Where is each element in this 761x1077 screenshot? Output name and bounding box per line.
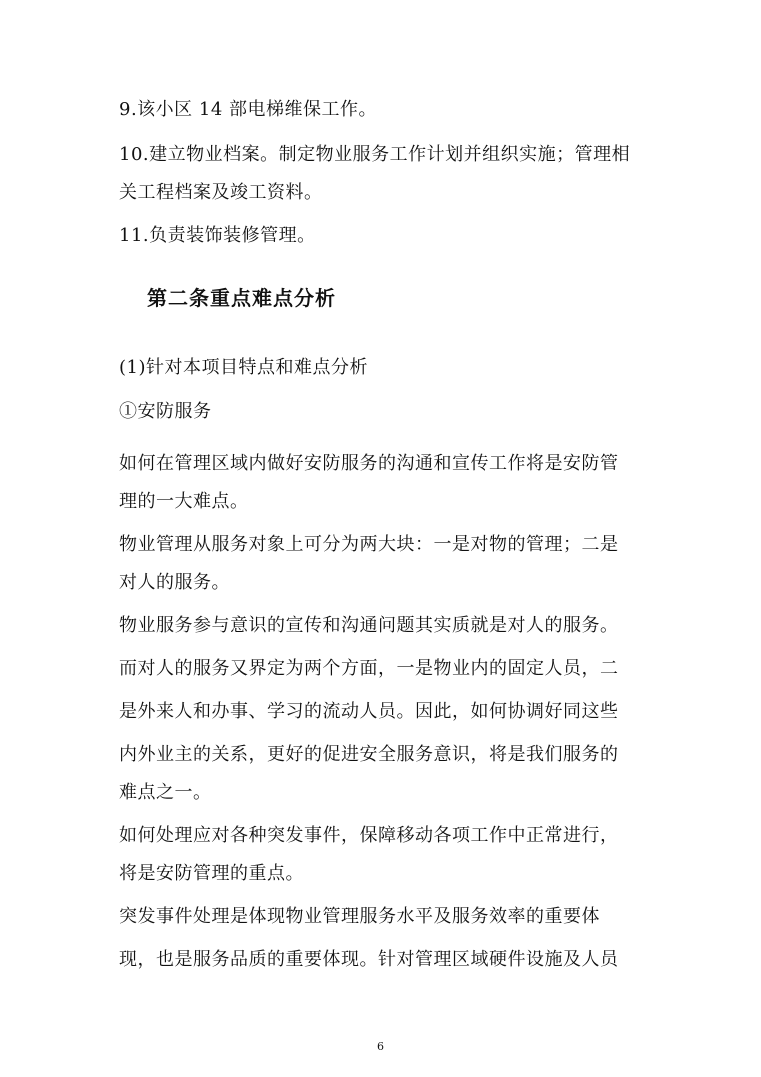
text-line: 关工程档案及竣工资料。 [119, 182, 323, 203]
text-line: 理的一大难点。 [119, 491, 249, 512]
text-line: 突发事件处理是体现物业管理服务水平及服务效率的重要体 [119, 906, 600, 927]
text-line: 物业管理从服务对象上可分为两大块：一是对物的管理；二是 [119, 534, 619, 555]
text-line: 现，也是服务品质的重要体现。针对管理区域硬件设施及人员 [119, 949, 619, 970]
subsection-title: (1)针对本项目特点和难点分析 [119, 357, 368, 378]
text-line: 而对人的服务又界定为两个方面，一是物业内的固定人员，二 [119, 658, 619, 679]
page-number: 6 [377, 1040, 384, 1053]
text-line: 9.该小区 14 部电梯维保工作。 [119, 99, 378, 120]
text-line: 如何在管理区域内做好安防服务的沟通和宣传工作将是安防管 [119, 453, 619, 474]
text-line: 对人的服务。 [119, 572, 230, 593]
text-line: 物业服务参与意识的宣传和沟通问题其实质就是对人的服务。 [119, 615, 619, 636]
text-line: 难点之一。 [119, 782, 212, 803]
text-line: 11.负责装饰装修管理。 [119, 225, 316, 246]
text-line: 是外来人和办事、学习的流动人员。因此，如何协调好同这些 [119, 701, 619, 722]
text-line: 将是安防管理的重点。 [119, 863, 304, 884]
item-title: ①安防服务 [119, 401, 212, 422]
text-line: 10.建立物业档案。制定物业服务工作计划并组织实施；管理相 [119, 144, 631, 165]
text-line: 如何处理应对各种突发事件，保障移动各项工作中正常进行， [119, 825, 619, 846]
text-line: 内外业主的关系，更好的促进安全服务意识，将是我们服务的 [119, 744, 619, 765]
section-heading: 第二条重点难点分析 [147, 286, 336, 310]
